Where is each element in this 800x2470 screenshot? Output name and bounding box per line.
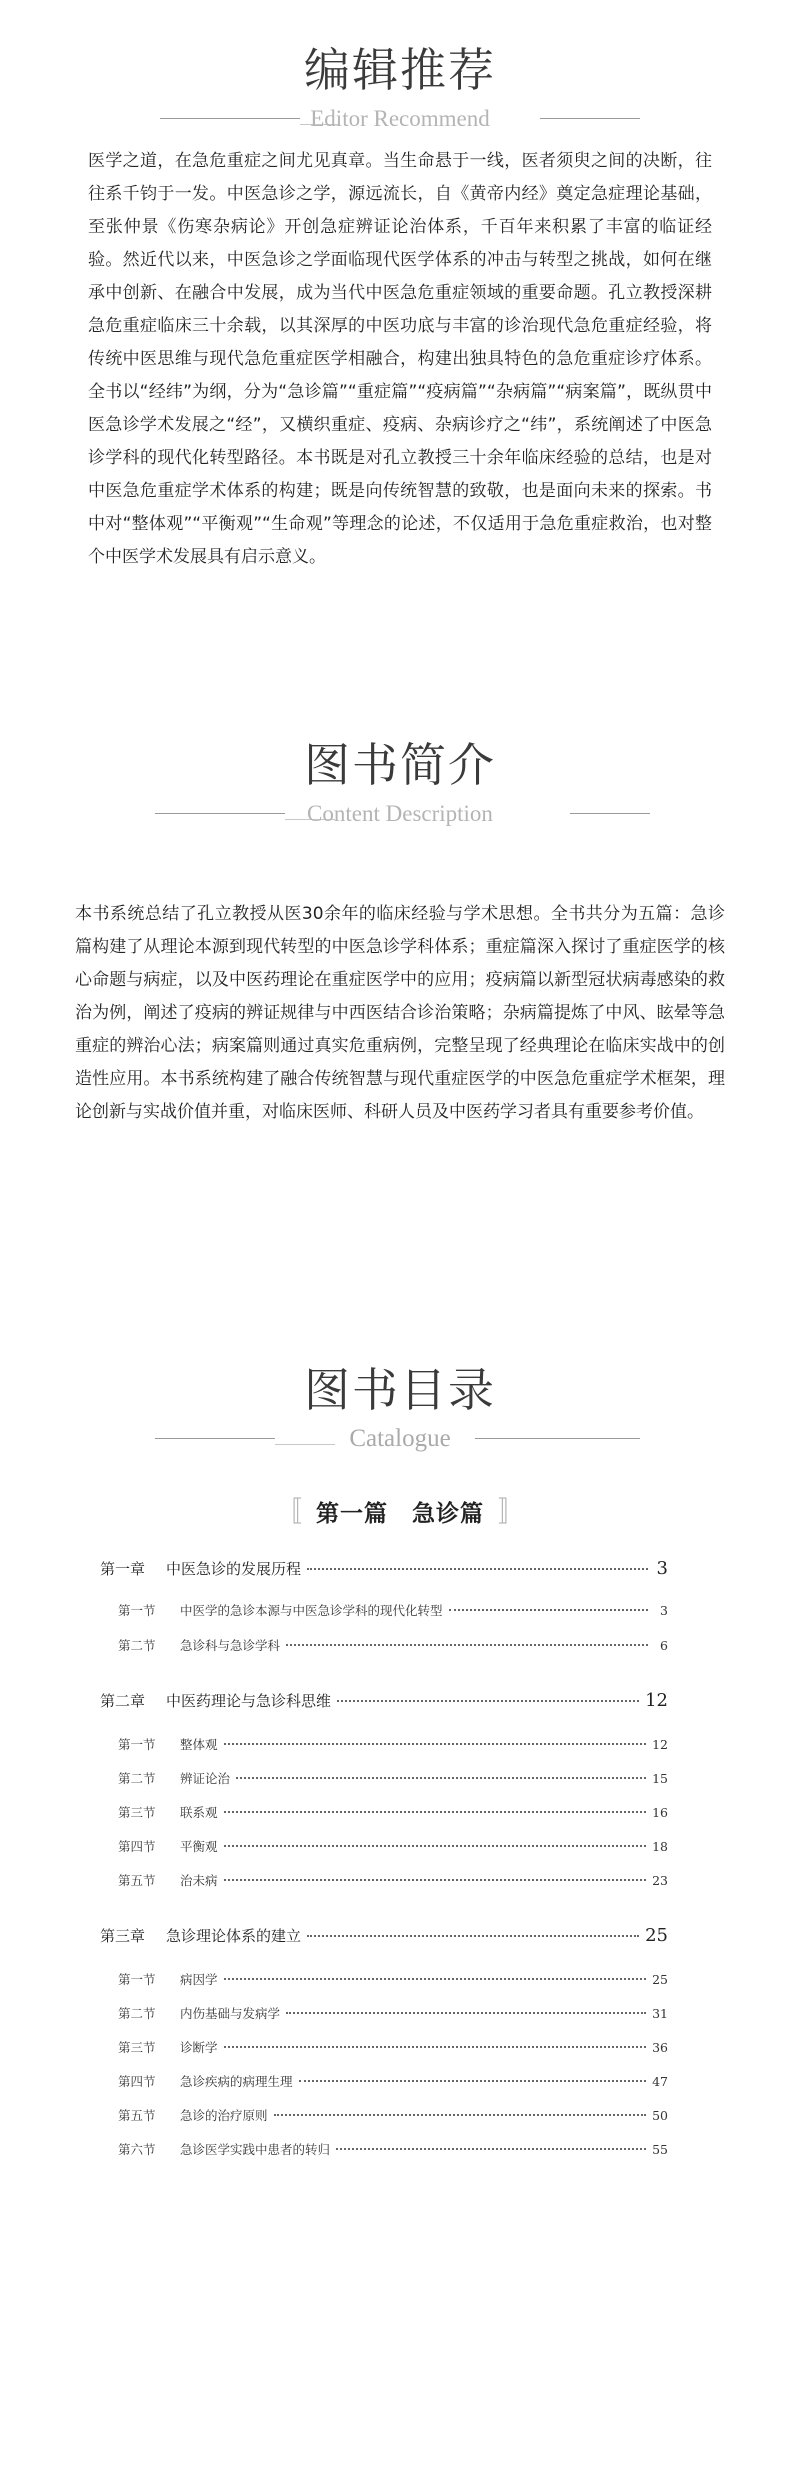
section-title: 急诊的治疗原则: [180, 2108, 268, 2123]
page-number: 47: [652, 2074, 668, 2089]
page-number: 31: [652, 2006, 668, 2021]
page-number: 12: [645, 1690, 668, 1711]
section-title: 内伤基础与发病学: [180, 2006, 281, 2021]
section-title: 治未病: [180, 1873, 218, 1888]
page-number: 3: [660, 1603, 668, 1618]
chapter-title: 急诊理论体系的建立: [166, 1927, 302, 1945]
toc-section[interactable]: [118, 2072, 668, 2090]
dot-leader: [224, 2046, 647, 2048]
section-number: 第一节: [118, 1737, 156, 1752]
page-number: 12: [652, 1737, 668, 1752]
section-title: 辨证论治: [180, 1771, 231, 1786]
section-number: 第一节: [118, 1603, 156, 1618]
toc-section[interactable]: [118, 1636, 668, 1654]
section-title: 急诊疾病的病理生理: [180, 2074, 293, 2089]
toc-section[interactable]: [118, 1601, 668, 1619]
dot-leader: [236, 1777, 646, 1779]
part-title: [0, 1490, 800, 1530]
dot-leader: [224, 1845, 647, 1847]
chapter-title: 中医药理论与急诊科思维: [166, 1692, 332, 1710]
toc-chapter[interactable]: [100, 1558, 668, 1579]
section-title: 联系观: [180, 1805, 218, 1820]
section-subtitle: Editor Recommend: [310, 106, 490, 131]
section-number: 第五节: [118, 1873, 156, 1888]
toc-section[interactable]: [118, 1735, 668, 1753]
section-title: 急诊医学实践中患者的转归: [180, 2142, 331, 2157]
dot-leader: [224, 1811, 647, 1813]
section-title: 编辑推荐: [304, 43, 496, 97]
part-bracket-open: 〚: [273, 1495, 302, 1528]
section-number: 第二节: [118, 1638, 156, 1653]
dot-leader: [336, 2148, 646, 2150]
header-rule-right: [475, 1438, 640, 1439]
section-number: 第二节: [118, 1771, 156, 1786]
section-title: 急诊科与急诊学科: [180, 1638, 281, 1653]
section-title: 诊断学: [180, 2040, 218, 2055]
page-number: 23: [652, 1873, 668, 1888]
page-number: 3: [656, 1558, 668, 1579]
header-rule-right: [570, 813, 650, 814]
dot-leader: [299, 2080, 647, 2082]
section-title: 病因学: [180, 1972, 218, 1987]
section-subtitle: Catalogue: [349, 1425, 451, 1452]
dot-leader: [274, 2114, 647, 2116]
toc-section[interactable]: [118, 1871, 668, 1889]
page-number: 6: [660, 1638, 668, 1653]
section-number: 第一节: [118, 1972, 156, 1987]
content-description-header: [0, 735, 800, 845]
dot-leader: [286, 2012, 646, 2014]
dot-leader: [307, 1568, 648, 1570]
page-number: 50: [652, 2108, 668, 2123]
toc-section[interactable]: [118, 2106, 668, 2124]
chapter-number: 第二章: [100, 1692, 146, 1710]
page-number: 15: [652, 1771, 668, 1786]
part-bracket-close: 〛: [498, 1495, 527, 1528]
toc-section[interactable]: [118, 1970, 668, 1988]
section-number: 第五节: [118, 2108, 156, 2123]
toc-section[interactable]: [118, 2038, 668, 2056]
toc-section[interactable]: [118, 2004, 668, 2022]
section-title: 图书目录: [304, 1363, 496, 1417]
part-label: 第一篇 急诊篇: [316, 1500, 484, 1527]
section-title: 图书简介: [304, 738, 496, 792]
dot-leader: [337, 1700, 639, 1702]
section-number: 第三节: [118, 2040, 156, 2055]
toc-chapter[interactable]: [100, 1925, 668, 1946]
toc-section[interactable]: [118, 2140, 668, 2158]
page-number: 25: [645, 1925, 668, 1946]
page-number: 36: [652, 2040, 668, 2055]
chapter-number: 第一章: [100, 1560, 146, 1578]
page-number: 18: [652, 1839, 668, 1854]
dot-leader: [224, 1879, 647, 1881]
section-number: 第四节: [118, 1839, 156, 1854]
section-title: 中医学的急诊本源与中医急诊学科的现代化转型: [180, 1603, 443, 1618]
section-number: 第六节: [118, 2142, 156, 2157]
section-number: 第四节: [118, 2074, 156, 2089]
section-number: 第二节: [118, 2006, 156, 2021]
dot-leader: [286, 1644, 648, 1646]
chapter-title: 中医急诊的发展历程: [166, 1560, 302, 1578]
toc-chapter[interactable]: [100, 1690, 668, 1711]
page-number: 55: [652, 2142, 668, 2157]
dot-leader: [449, 1609, 648, 1611]
catalogue-header: [0, 1360, 800, 1470]
section-title: 平衡观: [180, 1839, 218, 1854]
toc-section[interactable]: [118, 1803, 668, 1821]
section-number: 第三节: [118, 1805, 156, 1820]
section-title: 整体观: [180, 1737, 218, 1752]
editor-recommend-header: [0, 40, 800, 150]
page-number: 16: [652, 1805, 668, 1820]
editor-recommend-text: 医学之道，在急危重症之间尤见真章。当生命悬于一线，医者须臾之间的决断，往往系千钧于一发。中医急诊之学，源远流长，自《黄帝内经》奠定急症理论基础，至张仲景《伤寒杂病论》开创急症辨证论治体系，千百年来积累了丰富的临证经验。然近代以来，中医急诊之学面临现代医学体系的冲击与转型之挑战，如何在继承中创新、在融合中发展，成为当代中医急危重症领域的重要命题。孔立教授深耕急危重症临床三十余载，以其深厚的中医功底与丰富的诊治现代急危重症经验，将传统中医思维与现代急危重症医学相融合，构建出独具特色的急危重症诊疗体系。全书以“经纬”为纲，分为“急诊篇”“重症篇”“疫病篇”“杂病篇”“病案篇”，既纵贯中医急诊学术发展之“经”，又横织重症、疫病、杂病诊疗之“纬”，系统阐述了中医急诊学科的现代化转型路径。本书既是对孔立教授三十余年临床经验的总结，也是对中医急危重症学术体系的构建；既是向传统智慧的致敬，也是面向未来的探索。书中对“整体观”“平衡观”“生命观”等理念的论述，不仅适用于急危重症救治，也对整个中医学术发展具有启示意义。: [88, 151, 712, 567]
dot-leader: [224, 1743, 647, 1745]
chapter-number: 第三章: [100, 1927, 146, 1945]
section-subtitle: Content Description: [307, 801, 493, 826]
toc-section[interactable]: [118, 1837, 668, 1855]
page-number: 25: [652, 1972, 668, 1987]
toc-section[interactable]: [118, 1769, 668, 1787]
content-description-text: 本书系统总结了孔立教授从医30余年的临床经验与学术思想。全书共分为五篇：急诊篇构建了从理论本源到现代转型的中医急诊学科体系；重症篇深入探讨了重症医学的核心命题与病症，以及中医药理论在重症医学中的应用；疫病篇以新型冠状病毒感染的救治为例，阐述了疫病的辨证规律与中西医结合诊治策略；杂病篇提炼了中风、眩晕等急重症的辨治心法；病案篇则通过真实危重病例，完整呈现了经典理论在临床实战中的创造性应用。本书系统构建了融合传统智慧与现代重症医学的中医急危重症学术框架，理论创新与实战价值并重，对临床医师、科研人员及中医药学习者具有重要参考价值。: [75, 904, 725, 1122]
dot-leader: [307, 1935, 639, 1937]
header-rule-right: [540, 118, 640, 119]
dot-leader: [224, 1978, 647, 1980]
